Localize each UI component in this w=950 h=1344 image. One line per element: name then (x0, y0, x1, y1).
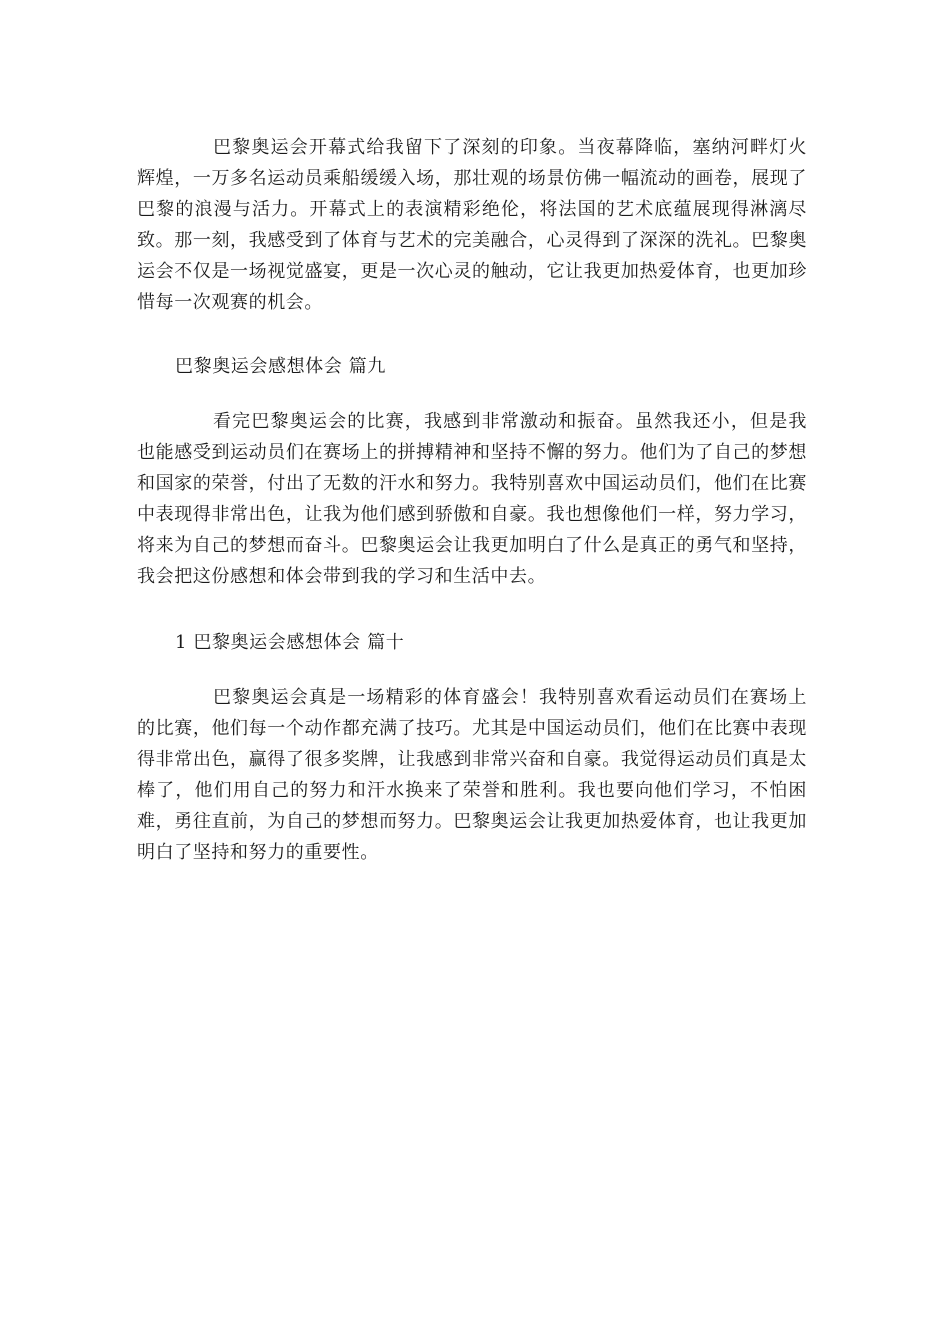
paragraph-opening-ceremony: 巴黎奥运会开幕式给我留下了深刻的印象。当夜幕降临，塞纳河畔灯火辉煌，一万多名运动员乘船缓缓入场，那壮观的场景仿佛一幅流动的画卷，展现了巴黎的浪漫与活力。开幕式上的表演精彩绝伦，将法国的艺术底蕴展现得淋漓尽致。那一刻，我感受到了体育与艺术的完美融合，心灵得到了深深的洗礼。巴黎奥运会不仅是一场视觉盛宴，更是一次心灵的触动，它让我更加热爱体育，也更加珍惜每一次观赛的机会。 (137, 137, 807, 313)
section-heading-nine: 巴黎奥运会感想体会 篇九 (175, 356, 386, 377)
section-heading-ten: 1 巴黎奥运会感想体会 篇十 (175, 632, 405, 653)
paragraph-section-ten: 巴黎奥运会真是一场精彩的体育盛会！我特别喜欢看运动员们在赛场上的比赛，他们每一个动作都充满了技巧。尤其是中国运动员们，他们在比赛中表现得非常出色，赢得了很多奖牌，让我感到非常兴奋和自豪。我觉得运动员们真是太棒了，他们用自己的努力和汗水换来了荣誉和胜利。我也要向他们学习，不怕困难，勇往直前，为自己的梦想而努力。巴黎奥运会让我更加热爱体育，也让我更加明白了坚持和努力的重要性。 (137, 687, 807, 863)
paragraph-section-nine: 看完巴黎奥运会的比赛，我感到非常激动和振奋。虽然我还小，但是我也能感受到运动员们在赛场上的拼搏精神和坚持不懈的努力。他们为了自己的梦想和国家的荣誉，付出了无数的汗水和努力。我特别喜欢中国运动员们，他们在比赛中表现得非常出色，让我为他们感到骄傲和自豪。我也想像他们一样，努力学习，将来为自己的梦想而奋斗。巴黎奥运会让我更加明白了什么是真正的勇气和坚持，我会把这份感想和体会带到我的学习和生活中去。 (137, 411, 807, 587)
